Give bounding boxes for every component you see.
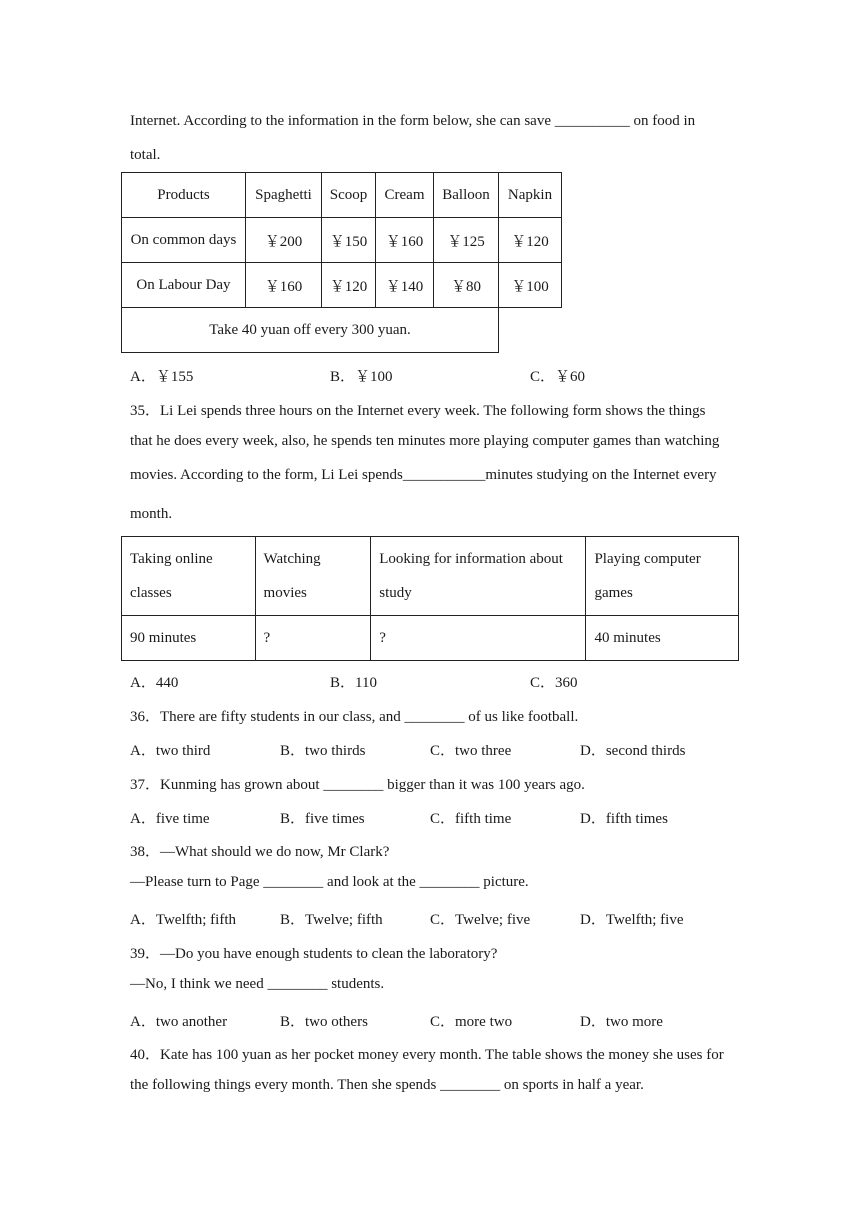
table-empty-cell — [499, 308, 562, 353]
table-header-cell: Cream — [376, 173, 434, 218]
q34-text-line2: total. — [130, 147, 161, 163]
q37-option-a: A．five time — [130, 811, 210, 827]
cell-line: games — [594, 585, 633, 601]
table-cell: ? — [371, 616, 586, 661]
table-cell: On common days — [122, 218, 246, 263]
q39-option-b: B．two others — [280, 1014, 368, 1030]
table-cell: On Labour Day — [122, 263, 246, 308]
q39-stem: 39．—Do you have enough students to clean the laboratory? — [130, 946, 498, 962]
q34-option-a: A．￥155 — [130, 369, 194, 385]
table-header-cell — [371, 537, 586, 616]
q37-stem: 37．Kunming has grown about ________ bigger than it was 100 years ago. — [130, 777, 585, 793]
table-cell: ￥100 — [499, 263, 562, 308]
q36-stem: 36．There are fifty students in our class, and ________ of us like football. — [130, 709, 579, 725]
table-header-cell: Napkin — [499, 173, 562, 218]
q36-option-c: C．two three — [430, 743, 512, 759]
table-header-cell: Products — [122, 173, 246, 218]
q38-option-d: D．Twelfth; five — [580, 912, 684, 928]
q39-option-d: D．two more — [580, 1014, 663, 1030]
q35-activity-table — [121, 536, 739, 661]
cell-line: Playing computer — [594, 551, 701, 567]
table-header-cell: Scoop — [322, 173, 376, 218]
q36-option-a: A．two third — [130, 743, 211, 759]
cell-line: Watching — [263, 551, 321, 567]
q35-option-a: A．440 — [130, 675, 179, 691]
table-cell: ￥80 — [434, 263, 499, 308]
table-cell: ￥150 — [322, 218, 376, 263]
table-cell: ? — [255, 616, 371, 661]
table-row — [122, 218, 562, 263]
q36-option-b: B．two thirds — [280, 743, 366, 759]
q35-option-c: C．360 — [530, 675, 578, 691]
q39-text-line2: —No, I think we need ________ students. — [130, 976, 385, 992]
q40-text-line1: 40．Kate has 100 yuan as her pocket money every month. The table shows the money she uses for — [130, 1047, 724, 1063]
table-cell: ￥120 — [322, 263, 376, 308]
table-cell: ￥125 — [434, 218, 499, 263]
cell-line: study — [379, 585, 412, 601]
q38-option-c: C．Twelve; five — [430, 912, 531, 928]
table-cell: ￥200 — [246, 218, 322, 263]
table-cell: ￥160 — [376, 218, 434, 263]
q40-text-line2: the following things every month. Then she spends ________ on sports in half a year. — [130, 1077, 644, 1093]
table-row — [122, 537, 739, 616]
cell-line: classes — [130, 585, 172, 601]
q35-text-line4: month. — [130, 506, 173, 522]
table-row — [122, 308, 562, 353]
q38-option-b: B．Twelve; fifth — [280, 912, 383, 928]
q39-option-c: C．more two — [430, 1014, 513, 1030]
q35-text-line2: that he does every week, also, he spends ten minutes more playing computer games than watching — [130, 433, 720, 449]
table-note-cell: Take 40 yuan off every 300 yuan. — [122, 308, 499, 353]
q35-option-b: B．110 — [330, 675, 377, 691]
table-cell: ￥120 — [499, 218, 562, 263]
table-header-cell — [255, 537, 371, 616]
q37-option-d: D．fifth times — [580, 811, 668, 827]
table-row — [122, 263, 562, 308]
q38-text-line2: —Please turn to Page ________ and look at the ________ picture. — [130, 874, 529, 890]
table-row — [122, 173, 562, 218]
q34-price-table — [121, 172, 562, 353]
q34-text-line1: Internet. According to the information in the form below, she can save __________ on food in — [130, 113, 696, 129]
q38-stem: 38．—What should we do now, Mr Clark? — [130, 844, 390, 860]
table-header-cell: Spaghetti — [246, 173, 322, 218]
table-cell: ￥140 — [376, 263, 434, 308]
q37-option-b: B．five times — [280, 811, 365, 827]
table-cell: 40 minutes — [586, 616, 739, 661]
table-header-cell: Balloon — [434, 173, 499, 218]
cell-line: Taking online — [130, 551, 213, 567]
table-header-cell — [586, 537, 739, 616]
q35-text-line1: 35．Li Lei spends three hours on the Internet every week. The following form shows the things — [130, 403, 706, 419]
q39-option-a: A．two another — [130, 1014, 228, 1030]
q38-option-a: A．Twelfth; fifth — [130, 912, 237, 928]
table-cell: ￥160 — [246, 263, 322, 308]
q34-option-b: B．￥100 — [330, 369, 393, 385]
cell-line: movies — [263, 585, 307, 601]
table-row — [122, 616, 739, 661]
cell-line: Looking for information about — [379, 551, 563, 567]
q37-option-c: C．fifth time — [430, 811, 512, 827]
q34-option-c: C．￥60 — [530, 369, 586, 385]
table-header-cell — [122, 537, 256, 616]
table-cell: 90 minutes — [122, 616, 256, 661]
q36-option-d: D．second thirds — [580, 743, 686, 759]
q35-text-line3: movies. According to the form, Li Lei spends___________minutes studying on the Internet every — [130, 467, 717, 483]
